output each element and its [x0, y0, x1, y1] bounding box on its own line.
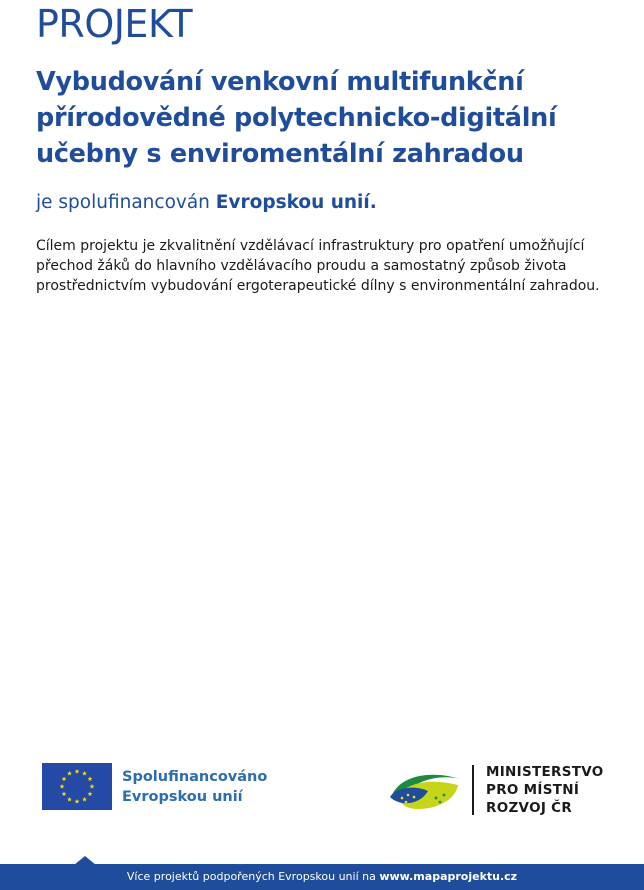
- project-title-line-1: Vybudování venkovní multifunkční: [36, 67, 524, 97]
- cofinancing-statement: [36, 190, 377, 216]
- project-label: PROJEKT: [36, 2, 193, 46]
- footer-bar: [0, 864, 644, 890]
- project-description: Cílem projektu je zkvalitnění vzdělávací infrastruktury pro opatření umožňující přechod žáků do hlavního vzdělávacího proudu a samostatný způsob života prostřednictvím vybudování ergoterapeutické dílny s environmentální zahradou.: [36, 238, 600, 294]
- footer-text: Více projektů podpořených Evropskou unií na: [126, 870, 380, 883]
- project-title-line-2: přírodovědné polytechnicko-digitální: [36, 103, 557, 133]
- eu-label-line-2: Evropskou unií: [122, 789, 243, 805]
- mmr-logo-icon: [388, 765, 462, 813]
- cofinancing-emphasis: Evropskou unií.: [215, 192, 377, 213]
- eu-cofinanced-label: [122, 767, 267, 807]
- ministry-line-3: ROZVOJ ČR: [486, 800, 573, 816]
- ministry-line-1: MINISTERSTVO: [486, 764, 604, 780]
- cofinancing-prefix: je spolufinancován: [36, 192, 216, 213]
- eu-label-line-1: Spolufinancováno: [122, 769, 268, 785]
- project-title: [36, 64, 626, 172]
- project-title-line-3: učebny s enviromentální zahradou: [36, 139, 524, 169]
- ministry-name: [486, 763, 604, 817]
- logo-divider: [472, 765, 474, 815]
- ministry-line-2: PRO MÍSTNÍ: [486, 782, 580, 798]
- footer-link[interactable]: www.mapaprojektu.cz: [379, 870, 518, 883]
- eu-flag-icon: [42, 763, 112, 810]
